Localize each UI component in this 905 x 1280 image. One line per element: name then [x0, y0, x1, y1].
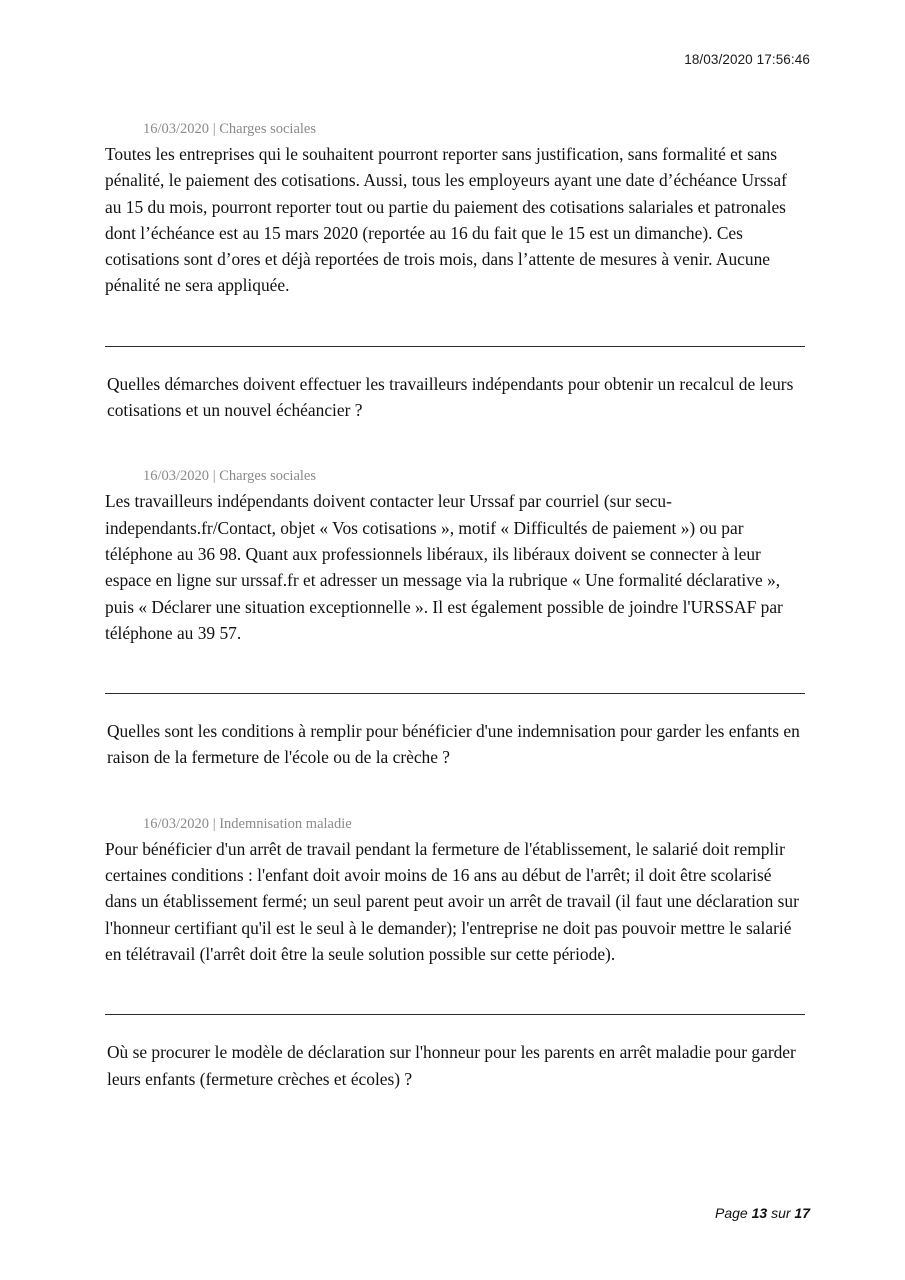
meta-category: Charges sociales — [219, 468, 316, 485]
page-header-timestamp: 18/03/2020 17:56:46 — [684, 52, 810, 67]
answer-text: Les travailleurs indépendants doivent contacter leur Urssaf par courriel (sur secu-independants.fr/Contact, objet « Vos cotisations », motif « Difficultés de paiement ») ou par téléphone au 36 98. Quant aux professionnels libéraux, ils libéraux doivent se connecter à leur espace en ligne sur urssaf.fr et adresser un message via la rubrique « Une formalité déclarative », puis « Déclarer une situation exceptionnelle ». Il est également possible de joindre l'URSSAF par téléphone au 39 57. — [105, 491, 783, 643]
meta-separator: | — [212, 815, 216, 832]
meta-category: Indemnisation maladie — [219, 815, 352, 832]
document-content — [105, 118, 805, 1092]
footer-current-page: 13 — [751, 1205, 768, 1221]
spacer — [105, 967, 805, 1014]
question-text: Où se procurer le modèle de déclaration sur l'honneur pour les parents en arrêt maladie pour garder leurs enfants (fermeture crèches et écoles) ? — [107, 1042, 796, 1089]
answer-block — [105, 813, 805, 967]
footer-middle: sur — [771, 1205, 791, 1221]
meta-category: Charges sociales — [219, 121, 316, 137]
answer-text: Pour bénéficier d'un arrêt de travail pendant la fermeture de l'établissement, le salarié doit remplir certaines conditions : l'enfant doit avoir moins de 16 ans au début de l'arrêt; il doit être scolarisé dans un établissement fermé; un seul parent peut avoir un arrêt de travail (il faut une déclaration sur l'honneur certifiant qu'il est le seul à le demander); l'entreprise ne doit pas pouvoir mettre le salarié en télétravail (l'arrêt doit être la seule solution possible sur cette période). — [105, 838, 799, 964]
meta-date: 16/03/2020 — [143, 815, 210, 832]
page-footer — [105, 1205, 810, 1221]
meta-separator: | — [212, 121, 216, 137]
answer-meta — [143, 813, 805, 835]
answer-block — [105, 465, 805, 646]
question-block — [105, 718, 805, 771]
answer-meta — [143, 465, 805, 487]
question-block — [105, 1039, 805, 1092]
question-text: Quelles sont les conditions à remplir pour bénéficier d'une indemnisation pour garder les enfants en raison de la fermeture de l'école ou de la crèche ? — [107, 721, 800, 768]
footer-total-pages: 17 — [794, 1205, 810, 1221]
spacer — [105, 694, 805, 718]
spacer — [105, 423, 805, 465]
meta-date: 16/03/2020 — [143, 121, 210, 137]
answer-text: Toutes les entreprises qui le souhaitent pourront reporter sans justification, sans formalité et sans pénalité, le paiement des cotisations. Aussi, tous les employeurs ayant une date d’échéance Urssaf au 15 du mois, pourront reporter tout ou partie du paiement des cotisations salariales et patronales dont l’échéance est au 15 mars 2020 (reportée au 16 du fait que le 15 est un dimanche). Ces cotisations sont d’ores et déjà reportées de trois mois, dans l’attente de mesures à venir. Aucune pénalité ne sera appliquée. — [105, 144, 787, 296]
spacer — [105, 646, 805, 693]
spacer — [105, 299, 805, 346]
spacer — [105, 771, 805, 813]
question-text: Quelles démarches doivent effectuer les travailleurs indépendants pour obtenir un recalcul de leurs cotisations et un nouvel échéancier ? — [107, 373, 794, 421]
meta-date: 16/03/2020 — [143, 468, 210, 485]
footer-prefix: Page — [715, 1205, 748, 1221]
spacer — [105, 1015, 805, 1039]
question-block — [105, 371, 805, 424]
answer-block — [105, 118, 805, 299]
spacer — [105, 347, 805, 371]
answer-meta — [143, 118, 805, 140]
meta-separator: | — [212, 468, 216, 485]
